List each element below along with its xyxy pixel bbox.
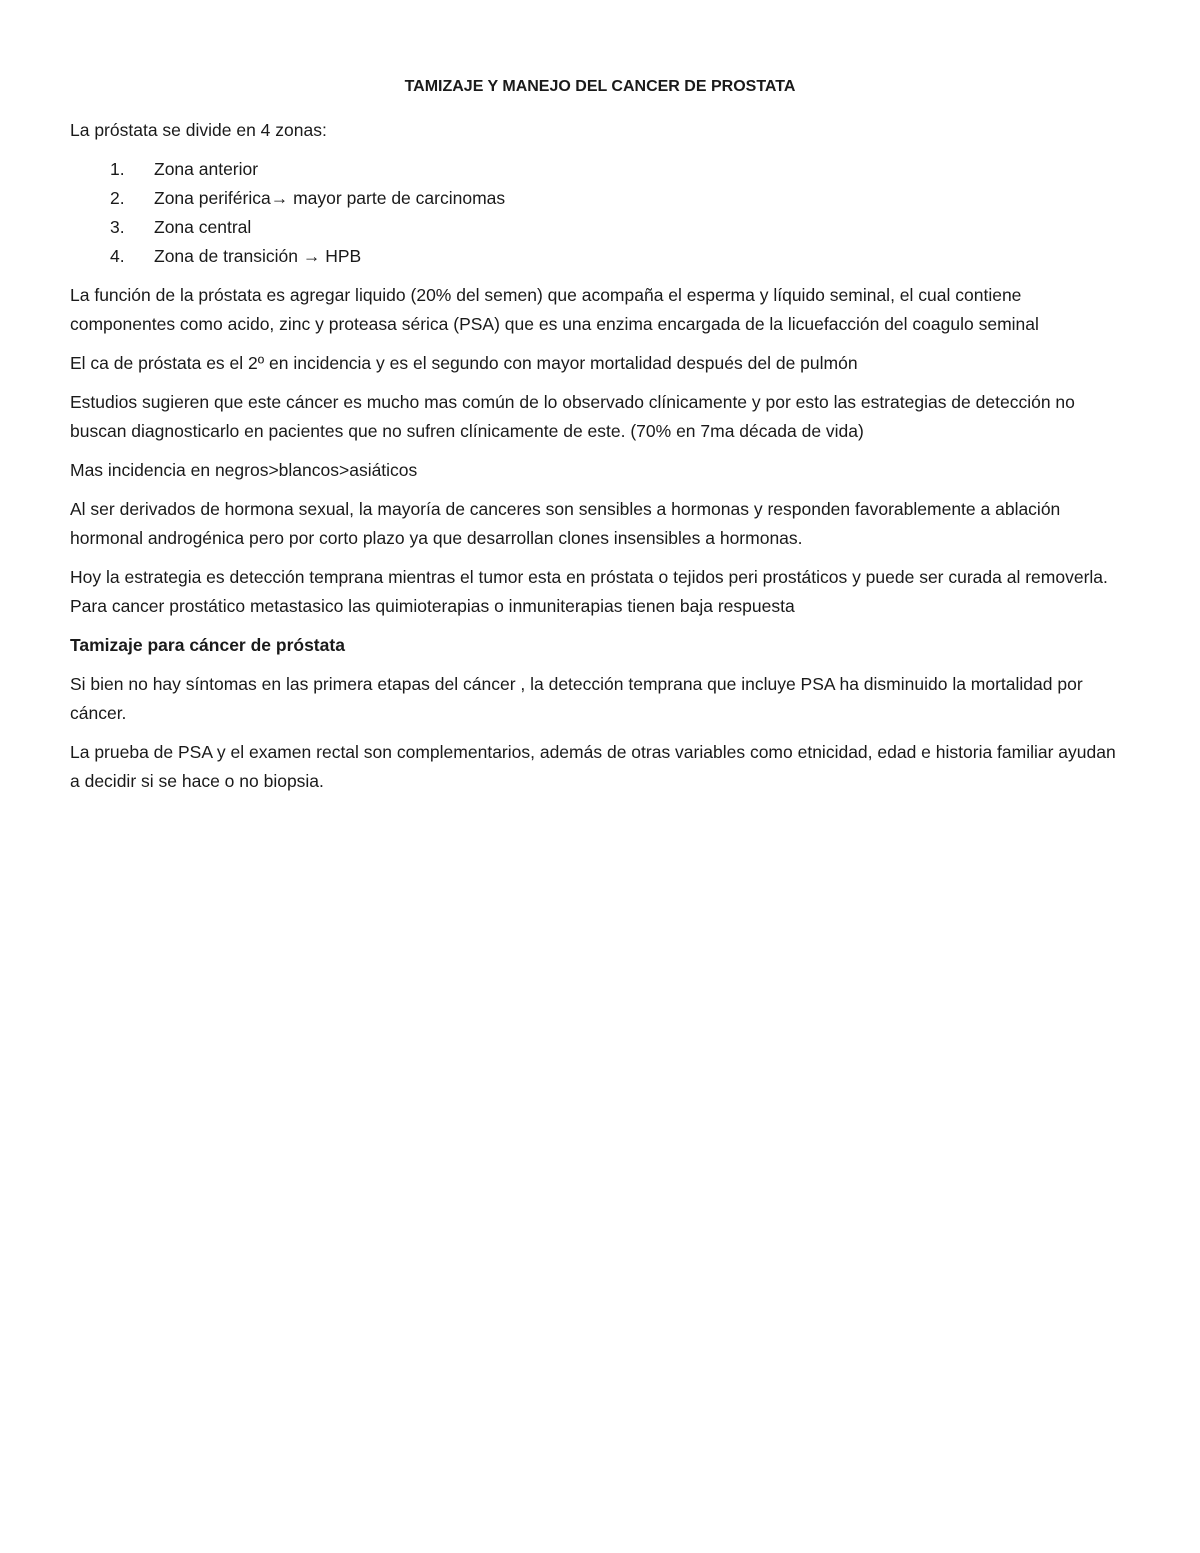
section-heading: Tamizaje para cáncer de próstata [70, 635, 345, 655]
body-paragraph: La función de la próstata es agregar liquido (20% del semen) que acompaña el esperma y líquido seminal, el cual contiene componentes como acido, zinc y proteasa sérica (PSA) que es una enzima encargada de la licuefacción del coagulo seminal [70, 285, 1039, 334]
list-text-after: mayor parte de carcinomas [288, 188, 506, 208]
body-paragraph: El ca de próstata es el 2º en incidencia y es el segundo con mayor mortalidad después del de pulmón [70, 353, 858, 373]
list-item [70, 155, 1130, 184]
list-text-after: HPB [320, 246, 362, 266]
body-paragraph: Mas incidencia en negros>blancos>asiáticos [70, 460, 418, 480]
list-number: 1. [110, 159, 125, 179]
section-paragraph: La prueba de PSA y el examen rectal son complementarios, además de otras variables como etnicidad, edad e historia familiar ayudan a decidir si se hace o no biopsia. [70, 742, 1116, 791]
body-paragraph: Al ser derivados de hormona sexual, la mayoría de canceres son sensibles a hormonas y responden favorablemente a ablación hormonal androgénica pero por corto plazo ya que desarrollan clones insensibles a hormonas. [70, 499, 1061, 548]
body-paragraph: Hoy la estrategia es detección temprana mientras el tumor esta en próstata o tejidos peri prostáticos y puede ser curada al removerla. Para cancer prostático metastasico las quimioterapias o inmuniterapias tienen baja respuesta [70, 567, 1108, 616]
list-number: 3. [110, 217, 125, 237]
list-item [70, 184, 1130, 213]
list-item [70, 213, 1130, 242]
list-number: 2. [110, 188, 125, 208]
arrow-right-icon: → [302, 246, 321, 266]
zones-list [70, 155, 1130, 271]
list-text: Zona periférica [154, 188, 271, 208]
list-item [70, 242, 1130, 271]
document-title: TAMIZAJE Y MANEJO DEL CANCER DE PROSTATA [404, 78, 796, 95]
arrow-right-icon: → [270, 188, 289, 208]
list-text: Zona anterior [154, 159, 259, 179]
intro-paragraph: La próstata se divide en 4 zonas: [70, 120, 327, 140]
list-text: Zona de transición [154, 246, 303, 266]
body-paragraph: Estudios sugieren que este cáncer es mucho mas común de lo observado clínicamente y por esto las estrategias de detección no buscan diagnosticarlo en pacientes que no sufren clínicamente de este. (70% en 7ma década de vida) [70, 392, 1075, 441]
list-number: 4. [110, 246, 125, 266]
list-text: Zona central [154, 217, 252, 237]
section-paragraph: Si bien no hay síntomas en las primera etapas del cáncer , la detección temprana que incluye PSA ha disminuido la mortalidad por cáncer. [70, 674, 1083, 723]
